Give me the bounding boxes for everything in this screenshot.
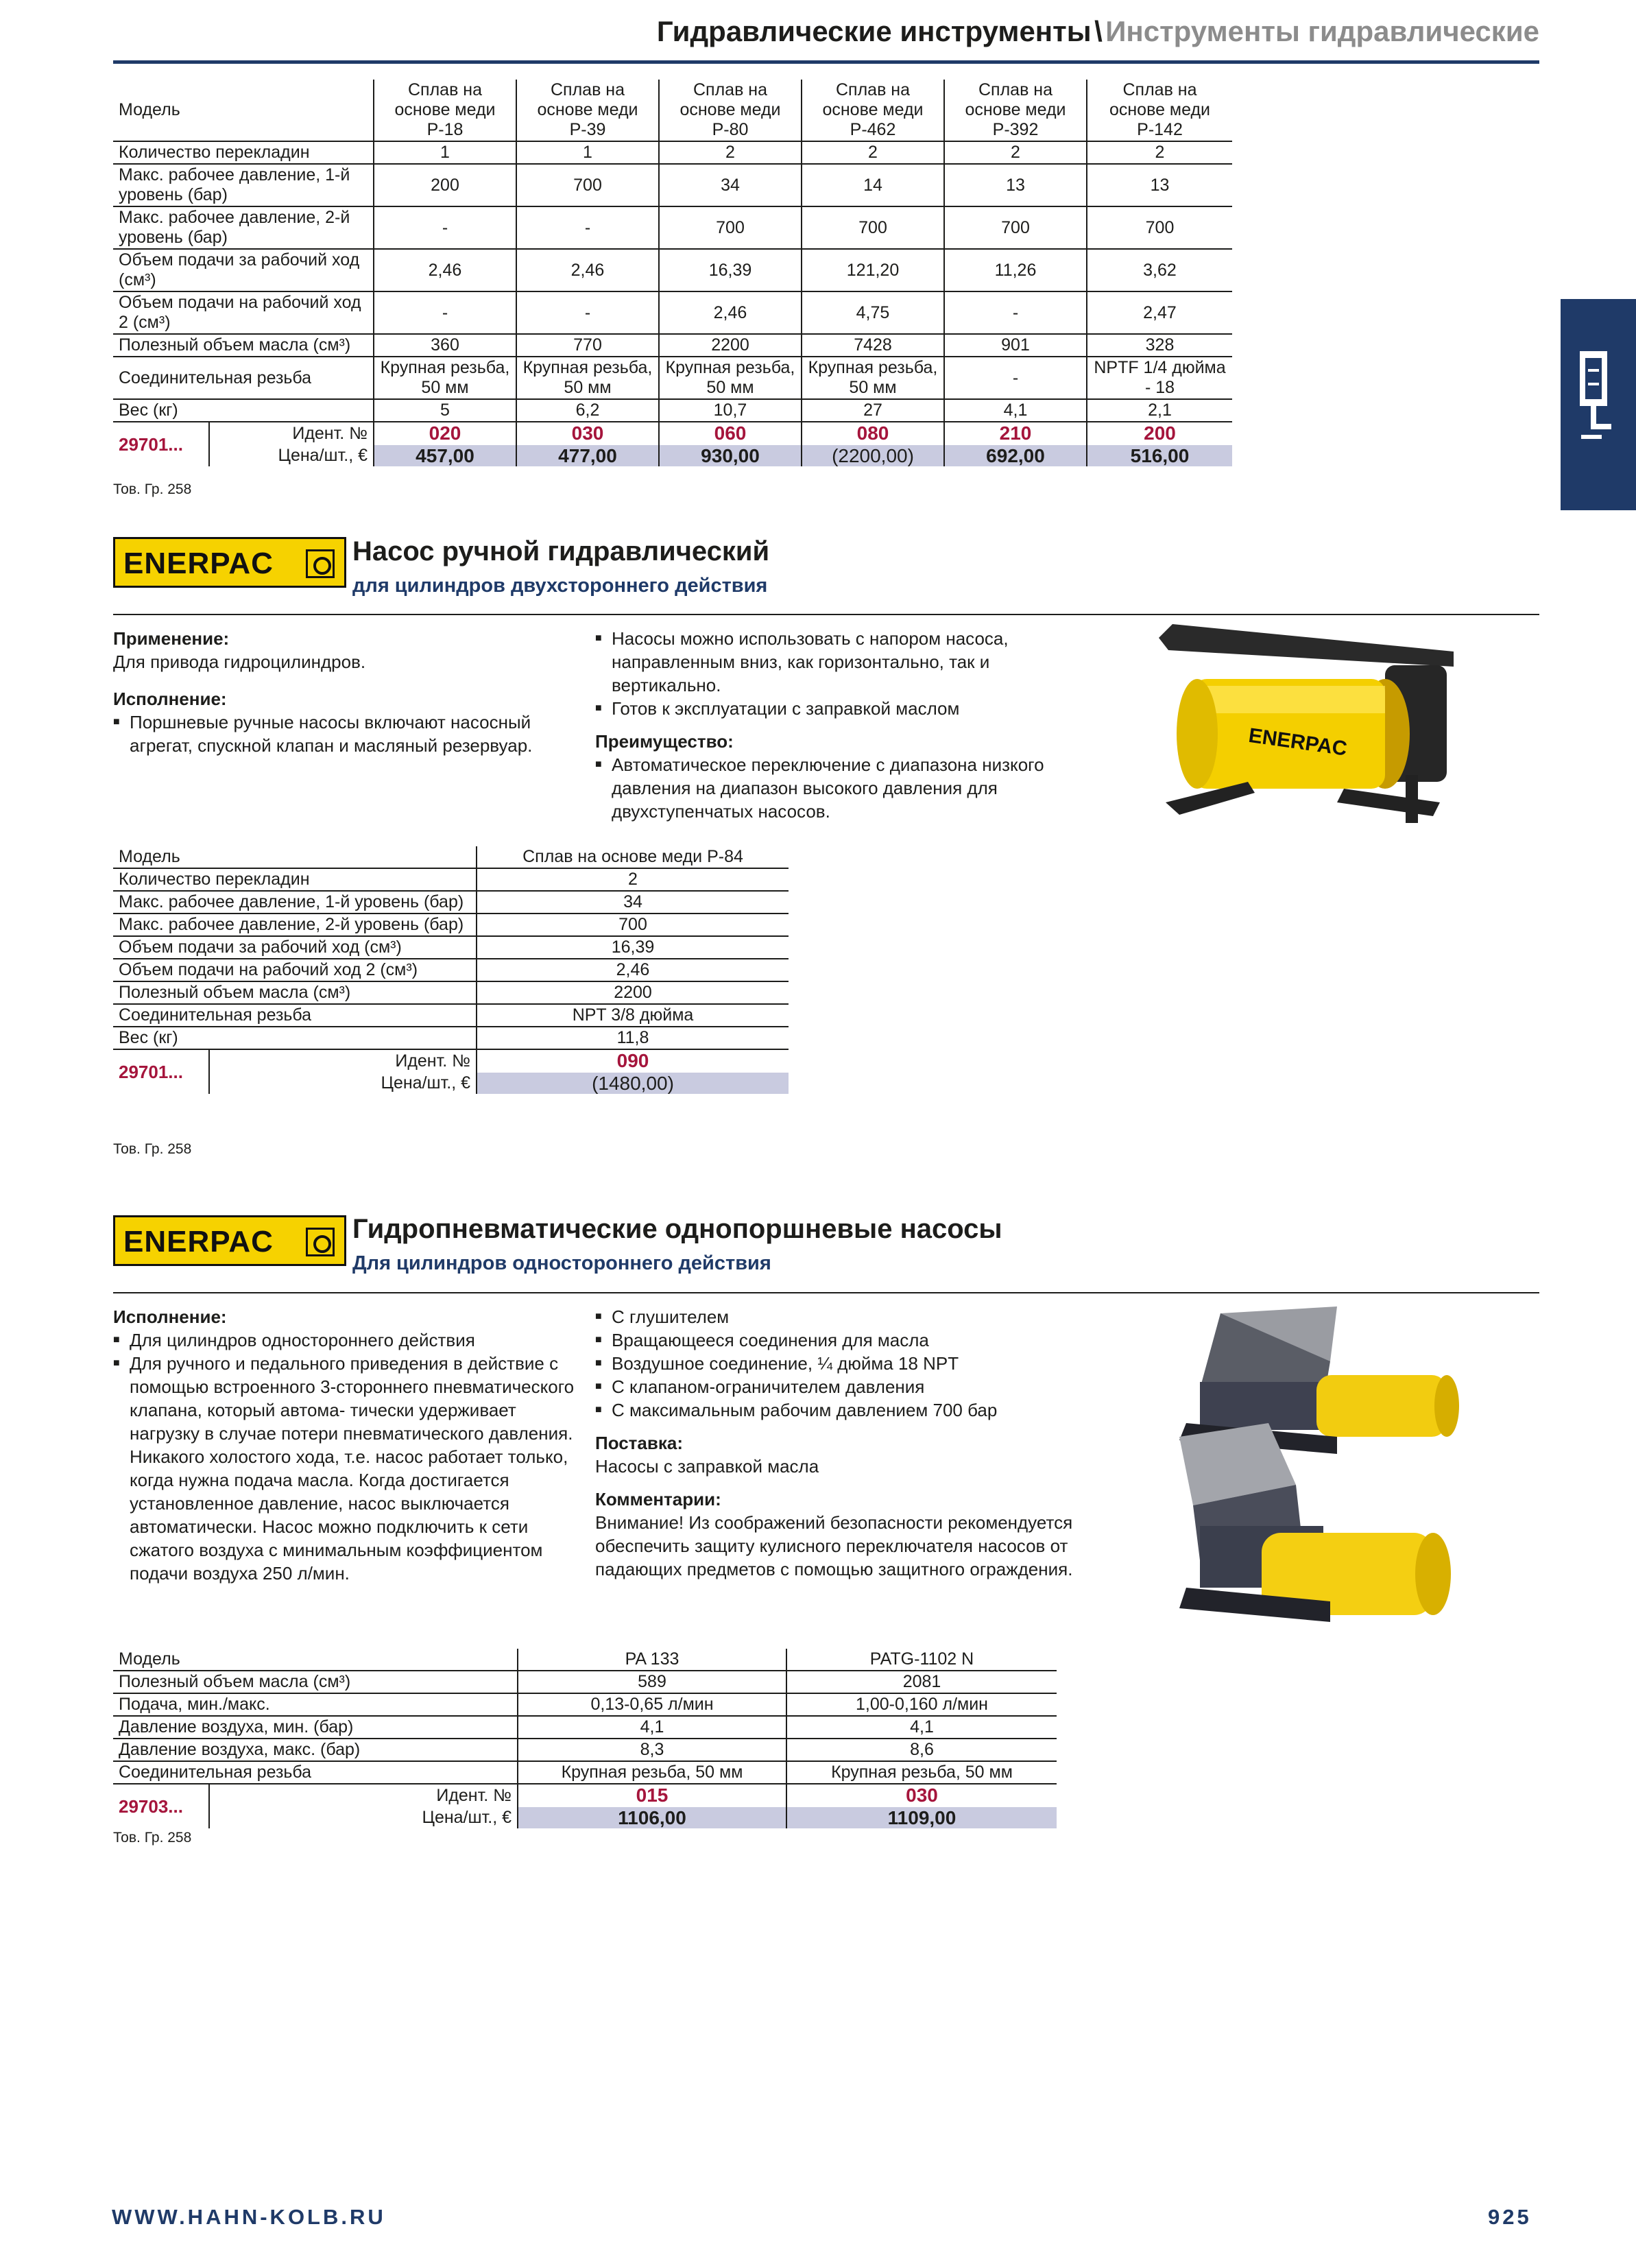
section-subtitle: Для цилиндров одностороннего действия (352, 1252, 771, 1274)
header-subtitle: Инструменты гидравлические (1105, 15, 1539, 47)
price-row (113, 444, 1232, 466)
ident-label: Идент. № (395, 1051, 470, 1071)
enerpac-mark-icon (306, 549, 335, 578)
supply-text: Насосы с заправкой масла (595, 1456, 819, 1477)
model-cell: Сплав на основе меди P-142 (1087, 80, 1232, 141)
ident-number[interactable]: 020 (374, 422, 516, 444)
table-row: Объем подачи на рабочий ход 2 (см³) - - 2,46 4,75 - 2,47 (113, 291, 1232, 334)
svg-text:ENERPAC: ENERPAC (1247, 724, 1349, 761)
table-row: Объем подачи за рабочий ход (см³) 16,39 (113, 936, 789, 959)
table-row: Макс. рабочее давление, 2-й уровень (бар) - - 700 700 700 700 (113, 206, 1232, 249)
advantage-heading: Преимущество: (595, 731, 734, 752)
list-item: ■ Поршневые ручные насосы включают насосный агрегат, спускной клапан и масляный резервуар. (113, 711, 573, 757)
table-row: Вес (кг) 5 6,2 10,7 27 4,1 2,1 (113, 399, 1232, 422)
comments-heading: Комментарии: (595, 1489, 721, 1509)
spec-table-2 (113, 846, 789, 1094)
ident-number[interactable]: 060 (659, 422, 802, 444)
table-row: Соединительная резьба Крупная резьба, 50 мм Крупная резьба, 50 мм (113, 1761, 1057, 1784)
table-row: Подача, мин./макс. 0,13-0,65 л/мин 1,00-0,160 л/мин (113, 1693, 1057, 1716)
list-item: ■ Для цилиндров одностороннего действия (113, 1328, 576, 1352)
ident-row (113, 422, 1232, 444)
table-row: Количество перекладин 2 (113, 868, 789, 891)
list-item: ■ Для ручного и педального приведения в действие с помощью встроенного 3-стороннего пневматического клапана, который автома- тически удерживает нагрузку в случае потери пневматического давления. Никакого холостого хода, т.е. насос работает только, когда нужна подача масла. Когда достигается установленное давление, насос выключается автоматически. Насос можно подключить к сети сжатого воздуха с минимальным коэффициентом подачи воздуха 250 л/мин. (113, 1352, 576, 1585)
list-item: ■ Автоматическое переключение с диапазона низкого давления на диапазон высокого давления для двухступенчатых насосов. (595, 753, 1061, 823)
ident-number[interactable]: 030 (786, 1784, 1057, 1806)
supply-heading: Поставка: (595, 1433, 683, 1453)
ident-row (113, 1049, 789, 1072)
article-code[interactable]: 29701... (113, 422, 209, 466)
section-rule (113, 614, 1539, 615)
enerpac-logo: ENERPAC (113, 1215, 346, 1266)
section-left-text (113, 1305, 576, 1585)
model-cell: Сплав на основе меди P-462 (802, 80, 944, 141)
table-row: Вес (кг) 11,8 (113, 1027, 789, 1049)
model-label: Модель (113, 80, 374, 141)
spec-table-3 (113, 1649, 1057, 1828)
section-left-text (113, 627, 573, 757)
price-cell: 930,00 (659, 444, 802, 466)
ident-number[interactable]: 210 (944, 422, 1087, 444)
ident-row (113, 1784, 1057, 1806)
model-cell: PATG-1102 N (786, 1649, 1057, 1671)
article-code[interactable]: 29701... (113, 1049, 209, 1094)
ident-number[interactable]: 030 (516, 422, 659, 444)
product-group: Тов. Гр. 258 (113, 1141, 192, 1157)
table-row: Объем подачи на рабочий ход 2 (см³) 2,46 (113, 959, 789, 981)
air-pumps-image (1159, 1300, 1460, 1656)
table-header-row (113, 80, 1232, 141)
model-cell: Сплав на основе меди P-84 (477, 846, 789, 868)
chapter-tab[interactable] (1561, 299, 1636, 510)
section-subtitle: для цилиндров двухстороннего действия (352, 575, 768, 597)
table-row: Макс. рабочее давление, 2-й уровень (бар) 700 (113, 914, 789, 936)
list-item: ■ Готов к эксплуатации с заправкой маслом (595, 697, 1061, 720)
model-cell: Сплав на основе меди P-392 (944, 80, 1087, 141)
table-row: Давление воздуха, мин. (бар) 4,1 4,1 (113, 1716, 1057, 1739)
ident-number[interactable]: 015 (518, 1784, 786, 1806)
price-label: Цена/шт., € (381, 1073, 470, 1093)
price-label: Цена/шт., € (422, 1807, 512, 1827)
ident-label: Идент. № (436, 1785, 512, 1805)
enerpac-logo: ENERPAC (113, 537, 346, 588)
table-row: Полезный объем масла (см³) 360 770 2200 7428 901 328 (113, 334, 1232, 357)
ident-number[interactable]: 080 (802, 422, 944, 444)
model-label: Модель (113, 846, 477, 868)
application-heading: Применение: (113, 628, 230, 649)
price-row (113, 1806, 1057, 1828)
hand-pump-image (1152, 617, 1467, 844)
list-item: ■ Вращающееся соединения для масла (595, 1328, 1075, 1352)
table-header-row (113, 1649, 1057, 1671)
price-cell: 1109,00 (786, 1806, 1057, 1828)
price-cell: (1480,00) (477, 1072, 789, 1094)
header-title: Гидравлические инструменты (656, 15, 1092, 47)
section-title: Насос ручной гидравлический (352, 536, 770, 566)
application-text: Для привода гидроцилиндров. (113, 652, 366, 672)
page-number: 925 (1488, 2205, 1532, 2229)
product-group: Тов. Гр. 258 (113, 481, 192, 497)
table-row: Полезный объем масла (см³) 589 2081 (113, 1671, 1057, 1693)
design-heading: Исполнение: (113, 689, 227, 709)
model-cell: Сплав на основе меди P-39 (516, 80, 659, 141)
table-row: Соединительная резьба NPT 3/8 дюйма (113, 1004, 789, 1027)
ident-number[interactable]: 090 (477, 1049, 789, 1072)
table-row: Полезный объем масла (см³) 2200 (113, 981, 789, 1004)
spec-table-1 (113, 80, 1232, 466)
comments-text: Внимание! Из соображений безопасности рекомендуется обеспечить защиту кулисного переключателя насосов от падающих предметов с помощью защитного ограждения. (595, 1512, 1073, 1579)
section-right-text (595, 627, 1061, 823)
enerpac-mark-icon (306, 1228, 335, 1256)
table-row: Макс. рабочее давление, 1-й уровень (бар) 34 (113, 891, 789, 914)
list-item: ■ Воздушное соединение, ¼ дюйма 18 NPT (595, 1352, 1075, 1375)
list-item: ■ С максимальным рабочим давлением 700 бар (595, 1398, 1075, 1422)
product-group: Тов. Гр. 258 (113, 1830, 192, 1846)
price-cell: 457,00 (374, 444, 516, 466)
list-item: ■ С клапаном-ограничителем давления (595, 1375, 1075, 1398)
price-label: Цена/шт., € (278, 445, 368, 465)
list-item: ■ С глушителем (595, 1305, 1075, 1328)
table-row: Количество перекладин 1 1 2 2 2 2 (113, 141, 1232, 164)
table-row: Объем подачи за рабочий ход (см³) 2,46 2,46 16,39 121,20 11,26 3,62 (113, 249, 1232, 291)
design-heading: Исполнение: (113, 1306, 227, 1327)
list-item: ■ Насосы можно использовать с напором насоса, направленным вниз, как горизонтально, так и вертикально. (595, 627, 1061, 697)
model-cell: Сплав на основе меди P-80 (659, 80, 802, 141)
section-rule (113, 1292, 1539, 1293)
page-header (113, 15, 1539, 63)
header-separator: \ (1094, 15, 1103, 47)
price-cell: 477,00 (516, 444, 659, 466)
footer-url[interactable]: WWW.HAHN-KOLB.RU (112, 2205, 386, 2229)
hydraulic-tool-icon (1576, 348, 1620, 451)
ident-label: Идент. № (292, 423, 368, 443)
price-row (113, 1072, 789, 1094)
price-cell: 1106,00 (518, 1806, 786, 1828)
table-header-row (113, 846, 789, 868)
table-row: Макс. рабочее давление, 1-й уровень (бар) 200 700 34 14 13 13 (113, 164, 1232, 206)
model-cell: Сплав на основе меди P-18 (374, 80, 516, 141)
table-row: Давление воздуха, макс. (бар) 8,3 8,6 (113, 1739, 1057, 1761)
section-title: Гидропневматические однопоршневые насосы (352, 1214, 1002, 1244)
model-label: Модель (113, 1649, 518, 1671)
price-cell: (2200,00) (802, 444, 944, 466)
article-code[interactable]: 29703... (113, 1784, 209, 1828)
ident-number[interactable]: 200 (1087, 422, 1232, 444)
section-right-text (595, 1305, 1075, 1581)
price-cell: 516,00 (1087, 444, 1232, 466)
price-cell: 692,00 (944, 444, 1087, 466)
model-cell: PA 133 (518, 1649, 786, 1671)
header-rule (113, 60, 1539, 64)
table-row: Соединительная резьба Крупная резьба, 50 мм Крупная резьба, 50 мм Крупная резьба, 50 мм Крупная резьба, 50 мм - NPTF 1/4 дюйма - 18 (113, 357, 1232, 399)
